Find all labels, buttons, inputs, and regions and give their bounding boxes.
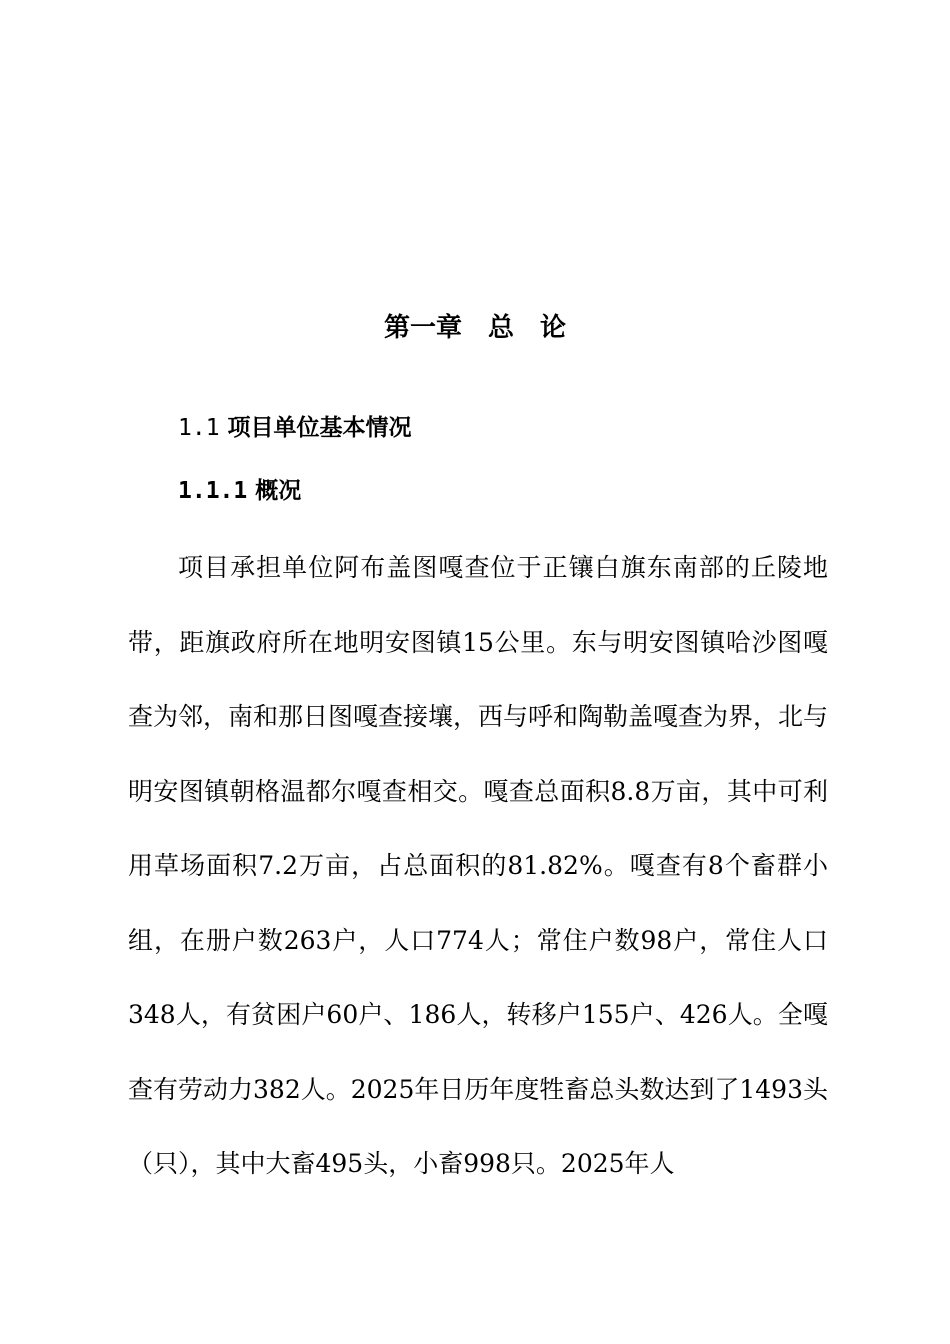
- section-title: 项目单位基本情况: [227, 415, 412, 441]
- body-paragraph: 项目承担单位阿布盖图嘎查位于正镶白旗东南部的丘陵地带，距旗政府所在地明安图镇15公里。东与明安图镇哈沙图嘎查为邻，南和那日图嘎查接壤，西与呼和陶勒盖嘎查为界，北与明安图镇朝格温都尔嘎查相交。嘎查总面积8.8万亩，其中可利用草场面积7.2万亩，占总面积的81.82%。嘎查有8个畜群小组，在册户数263户，人口774人；常住户数98户，常住人口348人，有贫困户60户、186人，转移户155户、426人。全嘎查有劳动力382人。2025年日历年度牲畜总头数达到了1493头（只），其中大畜495头，小畜998只。2025年人: [128, 553, 829, 1178]
- section-heading: [178, 408, 412, 448]
- chapter-title: 第一章 总 论: [383, 313, 566, 343]
- subsection-title: 概况: [255, 478, 302, 504]
- subsection-number: 1.1.1: [178, 478, 248, 504]
- subsection-heading: [178, 471, 301, 511]
- section-number: 1.1: [178, 415, 220, 441]
